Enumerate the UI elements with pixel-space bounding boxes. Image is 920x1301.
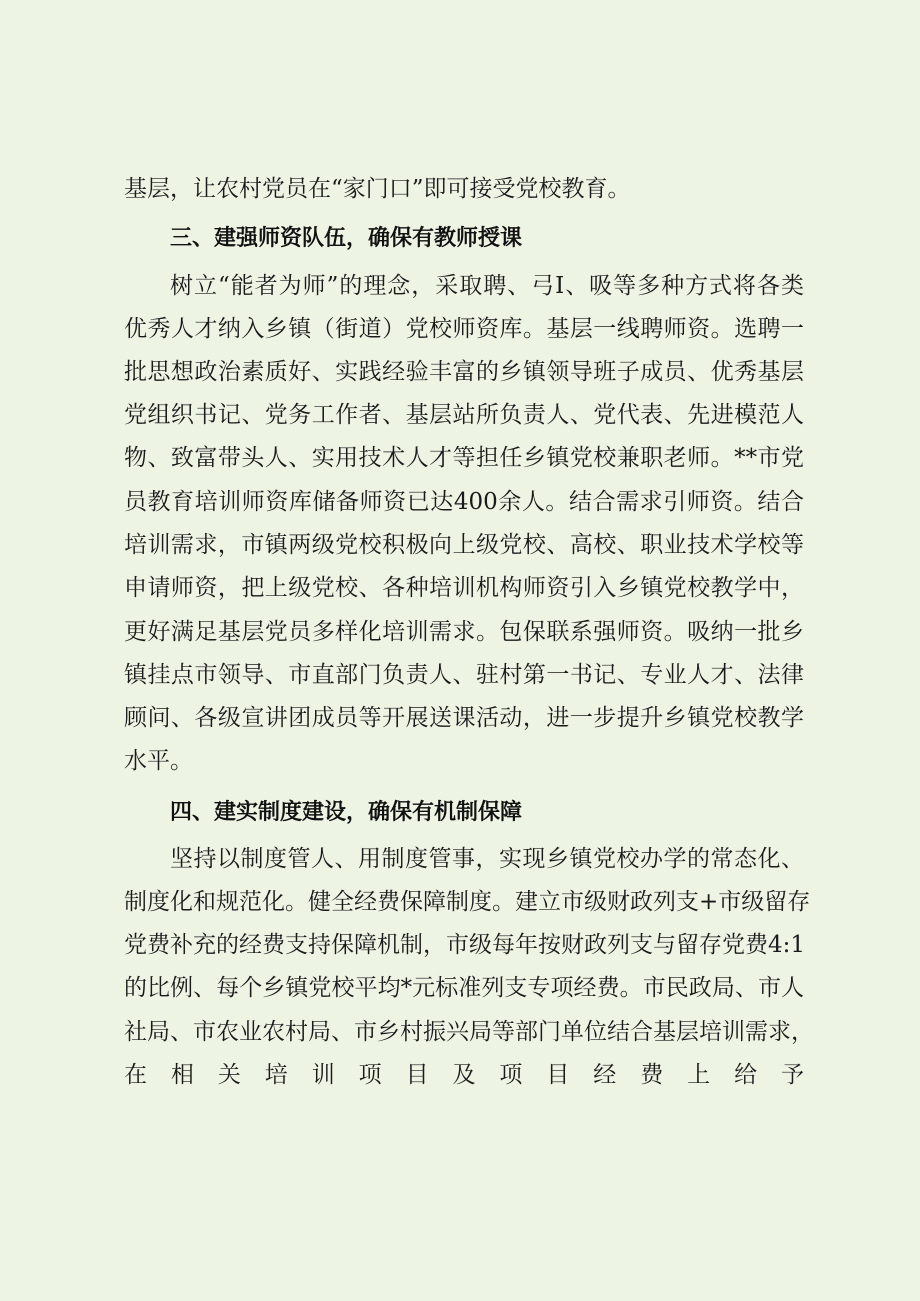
- paragraph-line: 基层，让农村党员在“家门口”即可接受党校教育。: [124, 176, 631, 202]
- paragraph-line: 申请师资，把上级党校、各种培训机构师资引入乡镇党校教学中，: [124, 575, 804, 601]
- paragraph-line: 的比例、每个乡镇党校平均*元标准列支专项经费。市民政局、市人: [124, 975, 804, 1001]
- paragraph-line: 培训需求，市镇两级党校积极向上级党校、高校、职业技术学校等: [124, 532, 804, 558]
- paragraph-line: 坚持以制度管人、用制度管事，实现乡镇党校办学的常态化、: [170, 846, 804, 872]
- paragraph-line: 树立“能者为师”的理念，采取聘、弓I、吸等多种方式将各类: [170, 273, 804, 299]
- paragraph-line: 优秀人才纳入乡镇（街道）党校师资库。基层一线聘师资。选聘一: [124, 316, 804, 342]
- paragraph-line: 批思想政治素质好、实践经验丰富的乡镇领导班子成员、优秀基层: [124, 359, 804, 385]
- section-heading-4: 四、建实制度建设，确保有机制保障: [170, 800, 523, 825]
- paragraph-line: 物、致富带头人、实用技术人才等担任乡镇党校兼职老师。**市党: [124, 445, 804, 471]
- paragraph-line: 在相关培训项目及项目经费上给予: [124, 1062, 804, 1088]
- paragraph-line: 镇挂点市领导、市直部门负责人、驻村第一书记、专业人才、法律: [124, 662, 804, 688]
- paragraph-line: 员教育培训师资库储备师资已达400余人。结合需求引师资。结合: [124, 489, 804, 515]
- section-heading-3: 三、建强师资队伍，确保有教师授课: [170, 226, 523, 251]
- paragraph-line: 水平。: [124, 748, 193, 774]
- paragraph-line: 党费补充的经费支持保障机制，市级每年按财政列支与留存党费4:1: [124, 932, 806, 958]
- paragraph-line: 更好满足基层党员多样化培训需求。包保联系强师资。吸纳一批乡: [124, 619, 804, 645]
- paragraph-line: 社局、市农业农村局、市乡村振兴局等部门单位结合基层培训需求，: [124, 1019, 814, 1045]
- paragraph-line: 制度化和规范化。健全经费保障制度。建立市级财政列支+市级留存: [124, 889, 811, 915]
- paragraph-line: 顾问、各级宣讲团成员等开展送课活动，进一步提升乡镇党校教学: [124, 705, 804, 731]
- paragraph-line: 党组织书记、党务工作者、基层站所负责人、党代表、先进模范人: [124, 402, 804, 428]
